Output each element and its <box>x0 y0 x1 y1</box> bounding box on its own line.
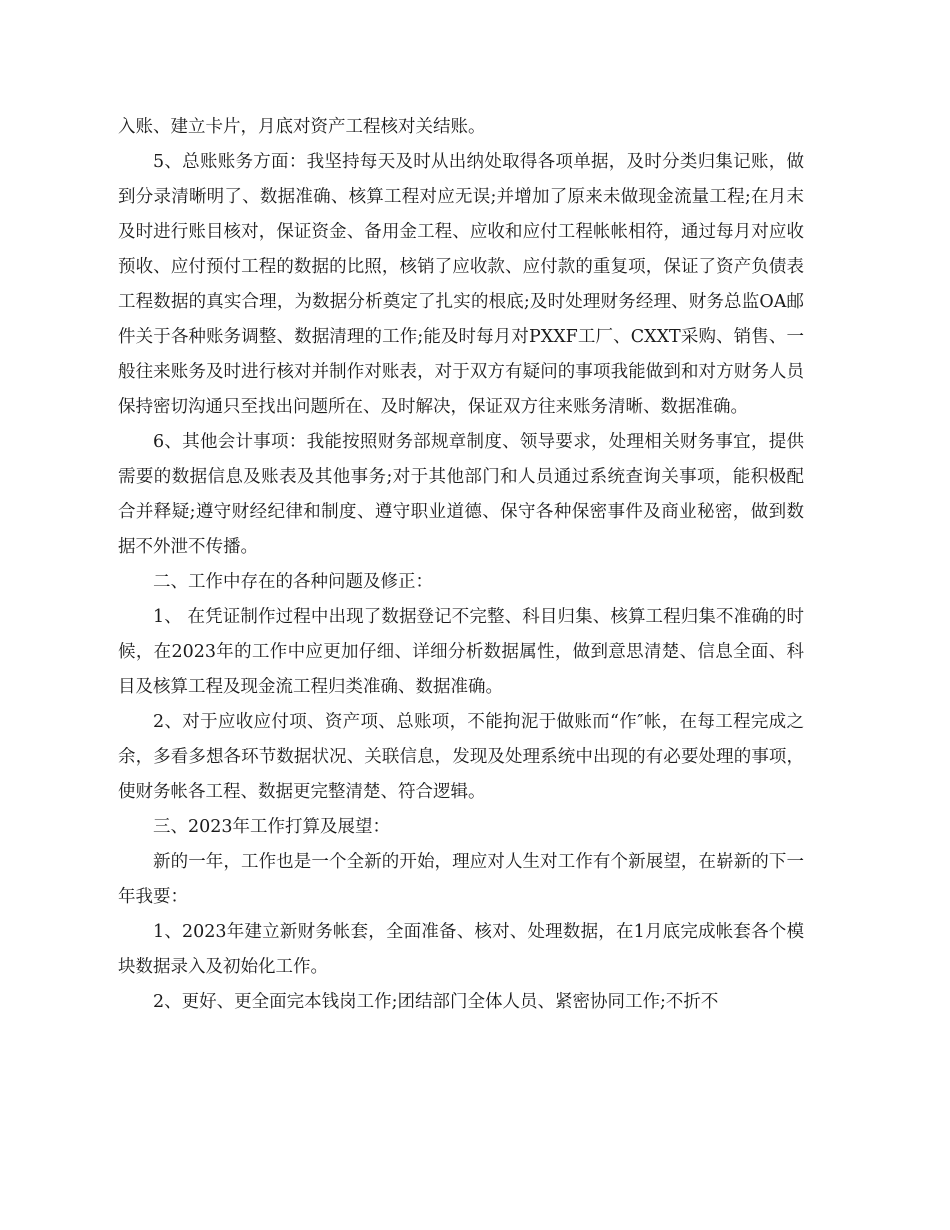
paragraph: 新的一年，工作也是一个全新的开始，理应对人生对工作有个新展望，在崭新的下一年我要： <box>118 852 804 907</box>
paragraph: 1、2023年建立新财务帐套，全面准备、核对、处理数据，在1月底完成帐套各个模块数据录入及初始化工作。 <box>118 922 804 977</box>
paragraph: 2、更好、更全面完本钱岗工作;团结部门全体人员、紧密协同工作;不折不 <box>153 992 719 1012</box>
section-heading: 二、工作中存在的各种问题及修正： <box>153 572 433 592</box>
paragraph: 6、其他会计事项：我能按照财务部规章制度、领导要求，处理相关财务事宜，提供需要的数据信息及账表及其他事务;对于其他部门和人员通过系统查询关事项，能积极配合并释疑;遵守财经纪律和制度、遵守职业道德、保守各种保密事件及商业秘密，做到数据不外泄不传播。 <box>118 432 804 557</box>
paragraph: 5、总账账务方面：我坚持每天及时从出纳处取得各项单据，及时分类归集记账，做到分录清晰明了、数据准确、核算工程对应无误;并增加了原来未做现金流量工程;在月末及时进行账目核对，保证资金、备用金工程、应收和应付工程帐帐相符，通过每月对应收预收、应付预付工程的数据的比照，核销了应收款、应付款的重复项，保证了资产负债表工程数据的真实合理，为数据分析奠定了扎实的根底;及时处理财务经理、财务总监OA邮件关于各种账务调整、数据清理的工作;能及时每月对PXXF工厂、CXXT采购、销售、一般往来账务及时进行核对并制作对账表，对于双方有疑问的事项我能做到和对方财务人员保持密切沟通只至找出问题所在、及时解决，保证双方往来账务清晰、数据准确。 <box>118 152 804 417</box>
section-heading: 三、2023年工作打算及展望： <box>153 817 391 837</box>
paragraph: 2、对于应收应付项、资产项、总账项，不能拘泥于做账而“作″帐，在每工程完成之余，多看多想各环节数据状况、关联信息，发现及处理系统中出现的有必要处理的事项，使财务帐各工程、数据更完整清楚、符合逻辑。 <box>118 712 804 802</box>
paragraph: 1、 在凭证制作过程中出现了数据登记不完整、科目归集、核算工程归集不准确的时候，在2023年的工作中应更加仔细、详细分析数据属性，做到意思清楚、信息全面、科目及核算工程及现金流工程归类准确、数据准确。 <box>118 607 804 697</box>
paragraph: 入账、建立卡片，月底对资产工程核对关结账。 <box>118 117 486 137</box>
document-body <box>118 110 804 1020</box>
